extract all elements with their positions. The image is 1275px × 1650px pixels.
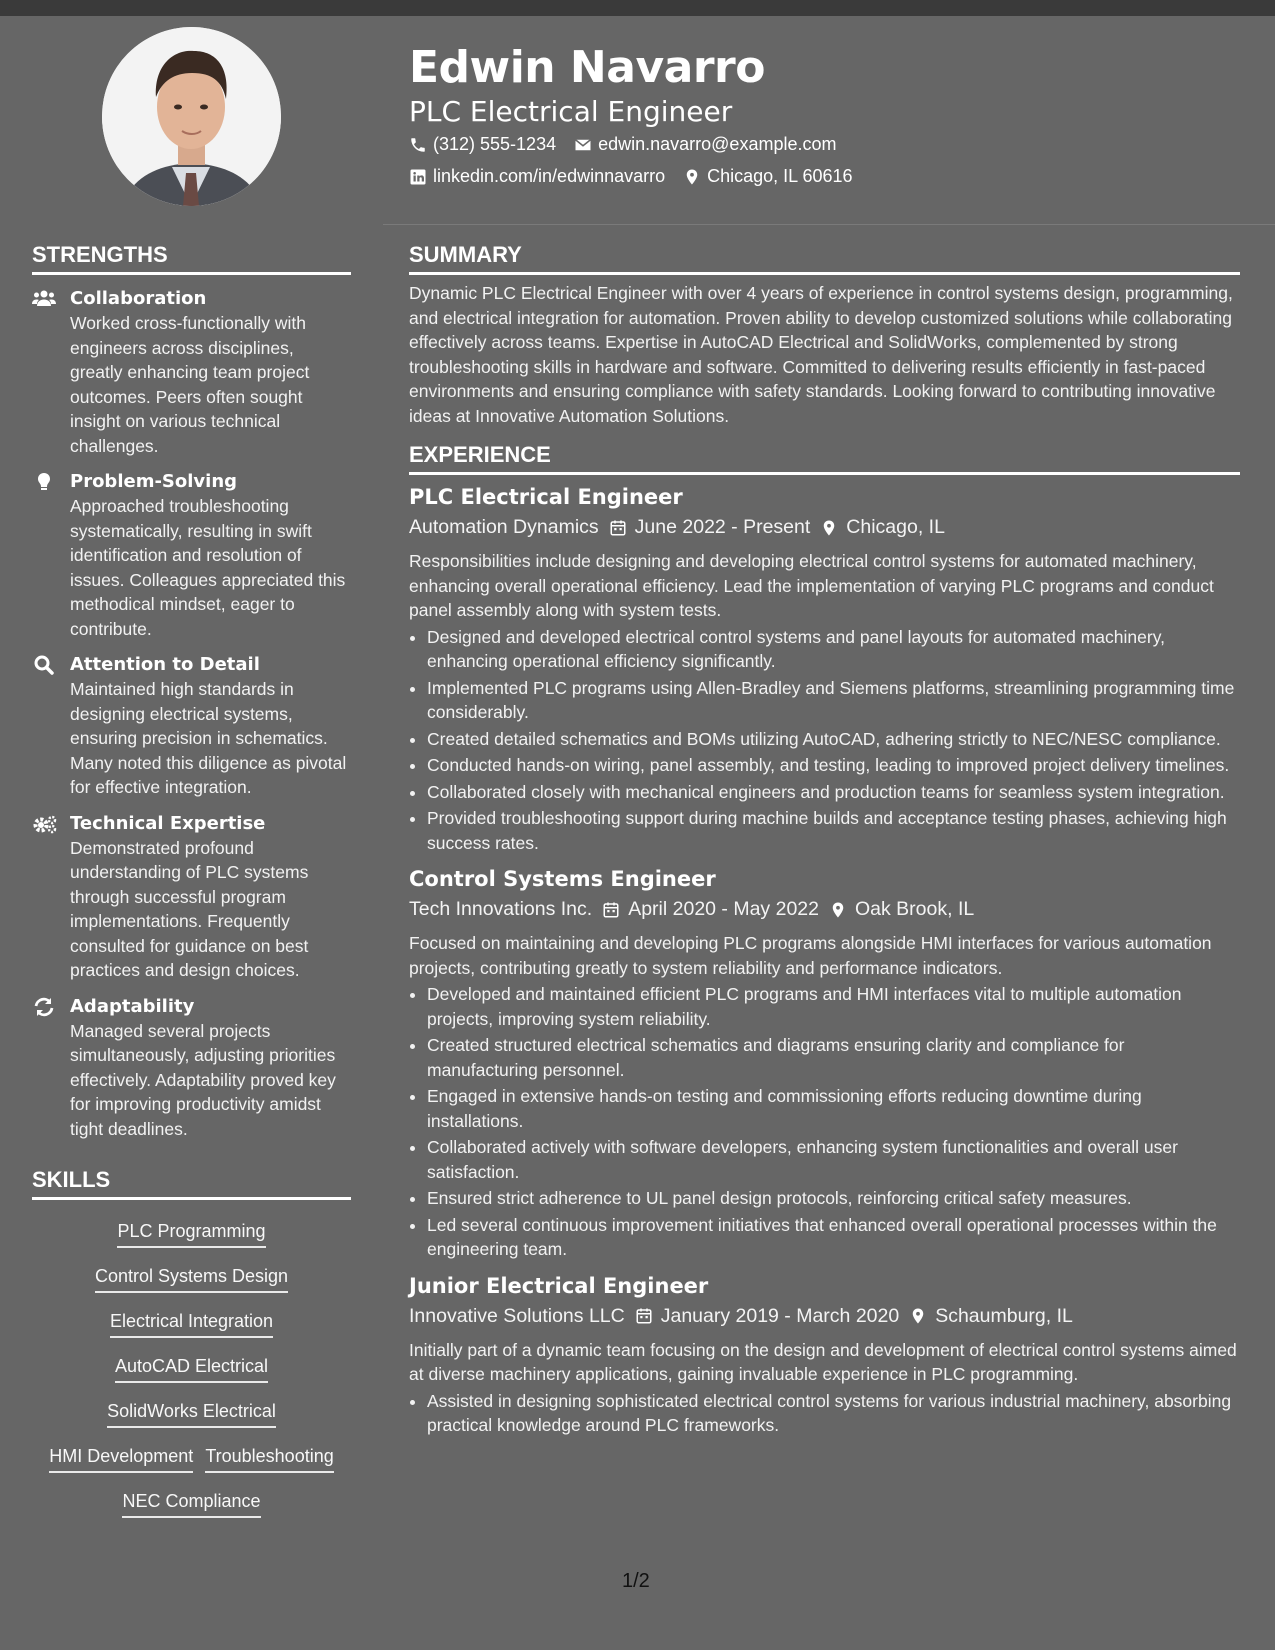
- job-bullet: • Provided troubleshooting support during machine builds and acceptance testing phases, achieving high success rates.: [427, 806, 1240, 855]
- job-company: Automation Dynamics: [409, 516, 599, 538]
- calendar-icon: [635, 1307, 653, 1325]
- job-bullets: [409, 982, 1240, 1262]
- job-bullet: • Created detailed schematics and BOMs utilizing AutoCAD, adhering strictly to NEC/NESC compliance.: [427, 727, 1240, 752]
- job-meta: [409, 898, 1240, 921]
- job-company: Innovative Solutions LLC: [409, 1304, 625, 1327]
- skill-tag: AutoCAD Electrical: [115, 1356, 268, 1383]
- strength-item: [32, 812, 351, 983]
- calendar-icon: [602, 901, 620, 919]
- job-bullet: • Conducted hands-on wiring, panel assembly, and testing, leading to improved project delivery timelines.: [427, 753, 1240, 778]
- page-number: 1/2: [622, 1570, 650, 1592]
- envelope-icon: [574, 136, 592, 154]
- users-icon: [32, 289, 56, 307]
- job-bullets: [409, 625, 1240, 856]
- strength-desc: Demonstrated profound understanding of PLC systems through successful program implementations. Frequently consulted for guidance on best practices and design choices.: [70, 837, 309, 980]
- map-marker-icon: [829, 901, 847, 919]
- phone-icon: [409, 136, 427, 154]
- strength-item: [32, 653, 351, 800]
- location-contact: [683, 166, 852, 187]
- job-dates: January 2019 - March 2020: [660, 1304, 900, 1327]
- header-divider: [383, 224, 1275, 225]
- strength-desc: Maintained high standards in designing electrical systems, ensuring precision in schematics. Many noted this diligence as pivotal for effective integration.: [70, 679, 347, 797]
- job-dates: April 2020 - May 2022: [628, 898, 819, 920]
- strength-name: Collaboration: [70, 288, 207, 309]
- job-meta: [409, 1305, 1240, 1328]
- phone-text: (312) 555-1234: [433, 134, 557, 154]
- skills-list: [32, 1212, 351, 1527]
- summary-heading: SUMMARY: [409, 242, 1240, 275]
- job-bullet: • Implemented PLC programs using Allen-Bradley and Siemens platforms, streamlining programming time considerably.: [427, 676, 1240, 725]
- job-bullet: • Developed and maintained efficient PLC programs and HMI interfaces vital to multiple automation projects, improving system reliability.: [427, 982, 1240, 1031]
- skill-tag: HMI Development: [49, 1446, 193, 1473]
- job-entry: [409, 485, 1240, 855]
- job-bullet: • Created structured electrical schematics and diagrams ensuring clarity and compliance for manufacturing personnel.: [427, 1033, 1240, 1082]
- skills-heading: SKILLS: [32, 1167, 351, 1200]
- map-marker-icon: [683, 168, 701, 186]
- map-marker-icon: [909, 1307, 927, 1325]
- email-text: edwin.navarro@example.com: [598, 134, 837, 154]
- strength-desc: Approached troubleshooting systematically, resulting in swift identification and resolution of issues. Colleagues appreciated this methodical mindset, eager to contribute.: [70, 496, 346, 639]
- sidebar: [32, 242, 351, 1527]
- linkedin-text: linkedin.com/in/edwinnavarro: [433, 166, 666, 186]
- job-location: Chicago, IL: [846, 516, 945, 538]
- strength-item: [32, 287, 351, 458]
- job-meta: [409, 516, 1240, 539]
- email-contact[interactable]: [574, 134, 836, 155]
- skill-tag: NEC Compliance: [122, 1491, 260, 1518]
- job-bullet: • Collaborated actively with software developers, enhancing system functionalities and overall user satisfaction.: [427, 1135, 1240, 1184]
- job-entry: [409, 867, 1240, 1262]
- candidate-title: PLC Electrical Engineer: [409, 95, 733, 128]
- job-bullet: • Led several continuous improvement initiatives that enhanced overall operational processes within the engineering team.: [427, 1213, 1240, 1262]
- skill-tag: SolidWorks Electrical: [107, 1401, 276, 1428]
- strength-name: Problem-Solving: [70, 471, 238, 492]
- job-location: Oak Brook, IL: [854, 898, 975, 920]
- job-bullet: • Assisted in designing sophisticated electrical control systems for various industrial machinery, absorbing practical knowledge around PLC frameworks.: [427, 1389, 1240, 1438]
- main-column: [409, 242, 1240, 1440]
- search-icon: [32, 655, 56, 675]
- skill-tag: Electrical Integration: [110, 1311, 273, 1338]
- strength-desc: Worked cross-functionally with engineers across disciplines, greatly enhancing team project outcomes. Peers often sought insight on various technical challenges.: [70, 313, 310, 456]
- job-description: Initially part of a dynamic team focusing on the design and development of electrical control systems aimed at diverse machinery applications, gaining invaluable experience in PLC programming.: [409, 1339, 1237, 1384]
- strength-desc: Managed several projects simultaneously, adjusting priorities effectively. Adaptability proved key for improving productivity amidst tight deadlines.: [70, 1020, 336, 1139]
- job-bullets: [409, 1389, 1240, 1438]
- location-text: Chicago, IL 60616: [707, 166, 853, 186]
- strength-name: Technical Expertise: [70, 812, 266, 834]
- strengths-heading: STRENGTHS: [32, 242, 351, 275]
- skill-tag: Control Systems Design: [95, 1266, 288, 1293]
- top-bar: [0, 0, 1275, 16]
- summary-text: Dynamic PLC Electrical Engineer with over 4 years of experience in control systems design, programming, and electrical integration for automation. Proven ability to develop customized solutions while collaborating effectively across teams. Expertise in AutoCAD Electrical and SolidWorks, complemented by strong troubleshooting skills in hardware and software. Committed to delivering results efficiently in fast-paced environments and ensuring compliance with safety standards. Looking forward to contributing innovative ideas at Innovative Automation Solutions.: [409, 283, 1233, 426]
- avatar-portrait: [102, 27, 281, 206]
- job-bullet: • Engaged in extensive hands-on testing and commissioning efforts reducing downtime during installations.: [427, 1084, 1240, 1133]
- job-dates: June 2022 - Present: [634, 516, 811, 538]
- strength-item: [32, 470, 351, 641]
- job-title: Control Systems Engineer: [409, 867, 716, 891]
- experience-heading: EXPERIENCE: [409, 442, 1240, 475]
- strength-item: [32, 995, 351, 1142]
- map-marker-icon: [820, 519, 838, 537]
- strength-name: Adaptability: [70, 995, 195, 1017]
- job-company: Tech Innovations Inc.: [409, 898, 593, 920]
- linkedin-icon: [409, 168, 427, 186]
- sync-icon: [32, 997, 56, 1017]
- job-description: Responsibilities include designing and developing electrical control systems for automated machinery, enhancing overall operational efficiency. Lead the implementation of varying PLC programs and conduct panel assembly along with system tests.: [409, 551, 1214, 620]
- job-bullet: • Designed and developed electrical control systems and panel layouts for automated machinery, enhancing operational efficiency significantly.: [427, 625, 1240, 674]
- calendar-icon: [609, 519, 627, 537]
- job-bullet: • Collaborated closely with mechanical engineers and production teams for seamless system integration.: [427, 780, 1240, 805]
- candidate-name: Edwin Navarro: [409, 42, 765, 93]
- job-description: Focused on maintaining and developing PLC programs alongside HMI interfaces for various automation projects, contributing greatly to system reliability and performance indicators.: [409, 933, 1212, 978]
- contact-row-1: [409, 134, 836, 155]
- job-title: PLC Electrical Engineer: [409, 485, 683, 509]
- phone-contact[interactable]: [409, 134, 556, 155]
- skill-tag: Troubleshooting: [205, 1446, 333, 1473]
- job-title: Junior Electrical Engineer: [409, 1273, 709, 1298]
- job-bullet: • Ensured strict adherence to UL panel design protocols, reinforcing critical safety measures.: [427, 1186, 1240, 1211]
- lightbulb-icon: [32, 472, 56, 492]
- job-entry: [409, 1274, 1240, 1438]
- gears-icon: [32, 814, 58, 834]
- avatar: [102, 27, 281, 206]
- contact-row-2: [409, 166, 853, 187]
- skill-tag: PLC Programming: [117, 1221, 265, 1248]
- strength-name: Attention to Detail: [70, 654, 260, 675]
- linkedin-contact[interactable]: [409, 166, 665, 187]
- job-location: Schaumburg, IL: [935, 1304, 1073, 1327]
